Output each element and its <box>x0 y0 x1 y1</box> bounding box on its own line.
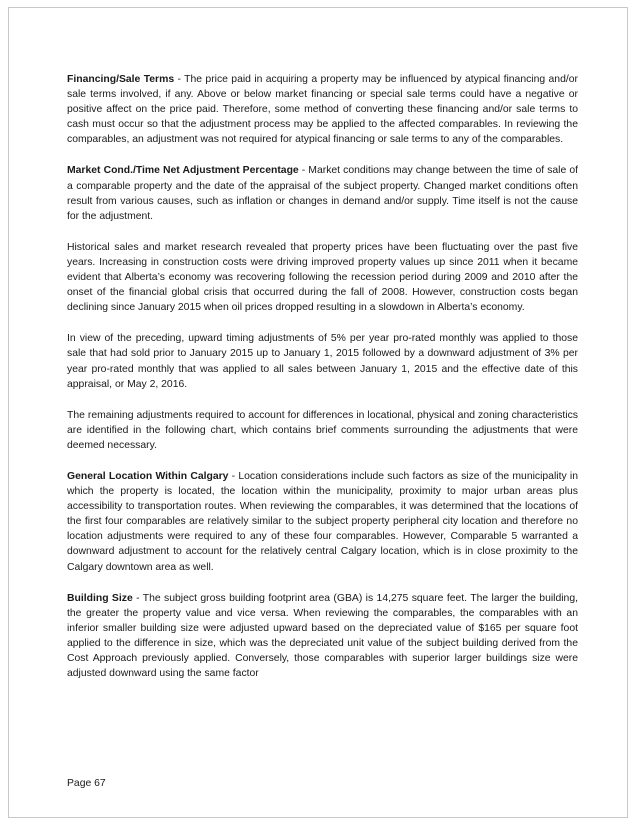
paragraph-historical-sales <box>67 240 578 315</box>
text-financing-sale-terms: - The price paid in acquiring a property may be influenced by atypical financing and/or sale terms involved, if any. Above or below market financing or special sale terms could have a negative or positive affect on the price paid. Therefore, some method of converting these financing and/or sale terms to cash must occur so that the adjustment process may be applied to the affected comparables. In reviewing the comparables, an adjustment was not required for atypical financing or sale terms to any of the comparables. <box>67 74 578 146</box>
page-number: Page 67 <box>67 778 106 789</box>
paragraph-remaining-adjustments <box>67 408 578 453</box>
paragraph-market-conditions <box>67 163 578 223</box>
heading-financing-sale-terms: Financing/Sale Terms <box>67 74 175 85</box>
document-body <box>67 72 578 697</box>
heading-market-conditions: Market Cond./Time Net Adjustment Percentage <box>67 165 299 177</box>
text-market-conditions: - Market conditions may change between the time of sale of a comparable property and the date of the appraisal of the subject property. Changed market conditions often result from various causes, such as inflation or changes in demand and/or supply. Time itself is not the cause for the adjustment. <box>67 165 578 222</box>
paragraph-building-size <box>67 591 578 682</box>
text-historical-sales: Historical sales and market research revealed that property prices have been fluctuating over the past five years. Increasing in construction costs were driving improved property values up since 2011 when it became evident that Alberta’s economy was recovering following the recession period during 2009 and 2010 after the onset of the financial global crisis that occurred during the fall of 2008. However, construction costs began declining since January 2015 when oil prices dropped resulting in a slowdown in Alberta’s economy. <box>67 241 578 314</box>
paragraph-timing-adjustments <box>67 331 578 391</box>
heading-general-location: General Location Within Calgary <box>67 470 229 482</box>
text-general-location: - Location considerations include such factors as size of the municipality in which the property is located, the location within the municipality, proximity to major urban areas plus accessibility to transportation routes. When reviewing the comparables, it was determined that the locations of the first four comparables are relatively similar to the subject property peripheral city location and therefore no location adjustments were required to any of these four comparables. However, Comparable 5 warranted a downward adjustment to account for the relatively central Calgary location, which is in close proximity to the Calgary downtown area as well. <box>67 470 578 573</box>
text-timing-adjustments: In view of the preceding, upward timing adjustments of 5% per year pro-rated monthly was applied to those sale that had sold prior to January 2015 up to January 1, 2015 followed by a downward adjustment of 3% per year pro-rated monthly that was applied to all sales between January 1, 2015 and the effective date of this appraisal, or May 2, 2016. <box>67 333 578 390</box>
text-building-size: - The subject gross building footprint area (GBA) is 14,275 square feet. The larger the building, the greater the property value and vice versa. When reviewing the comparables, the comparables with an inferior smaller building size were adjusted upward based on the depreciated value of $165 per square foot applied to the difference in size, which was the depreciated unit value of the subject building derived from the Cost Approach previously applied. Conversely, those comparables with superior larger buildings size were adjusted downward using the same factor <box>67 592 578 680</box>
heading-building-size: Building Size <box>67 592 133 604</box>
text-remaining-adjustments: The remaining adjustments required to account for differences in locational, physical and zoning characteristics are identified in the following chart, which contains brief comments surrounding the adjustments that were deemed necessary. <box>67 409 578 451</box>
paragraph-financing-sale-terms <box>67 72 578 147</box>
paragraph-general-location <box>67 469 578 575</box>
